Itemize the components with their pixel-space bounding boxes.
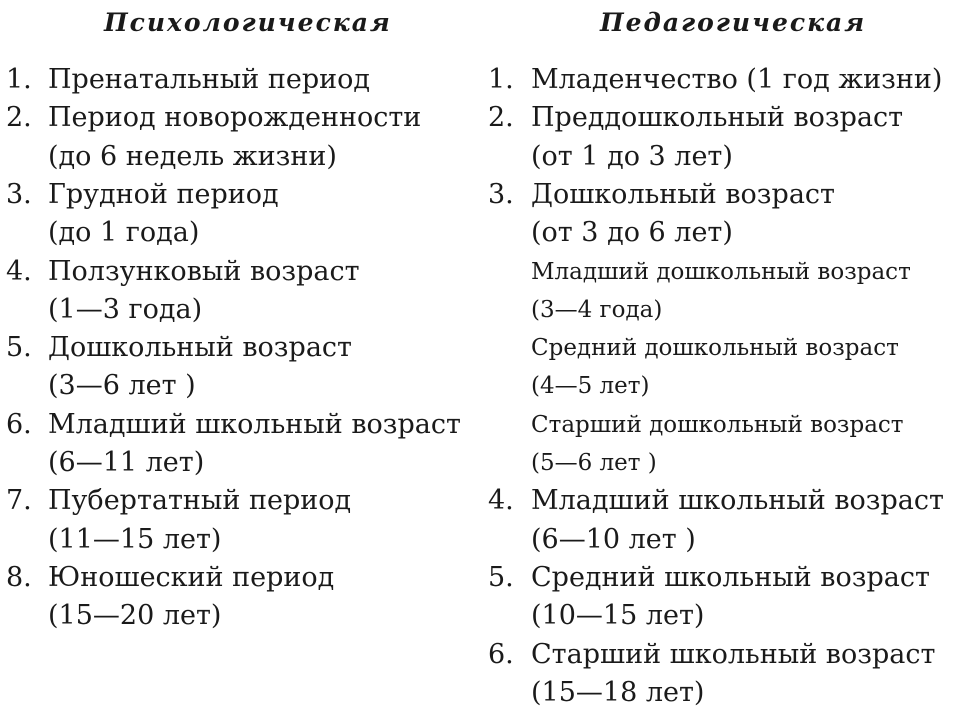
item-number: 3. [6,178,32,210]
item-text: (11—15 лет) [48,523,222,555]
item-text: (от 3 до 6 лет) [531,217,733,249]
item-text: Младший дошкольный возраст [531,258,911,285]
heading-psychological: Психологическая [104,8,392,37]
item-number: 7. [6,485,32,517]
item-text: Средний дошкольный возраст [531,335,899,362]
item-text: (3—4 года) [531,296,663,323]
item-text: Старший дошкольный возраст [531,411,904,438]
heading-pedagogical: Педагогическая [600,8,867,37]
item-text: Дошкольный возраст [531,178,835,210]
item-number: 4. [6,255,32,287]
item-text: Младенчество (1 год жизни) [531,64,943,95]
item-text: Грудной период [48,178,279,210]
item-text: (10—15 лет) [531,600,705,632]
item-number: 1. [6,64,32,95]
item-text: Преддошкольный возраст [531,102,904,134]
item-text: (15—20 лет) [48,600,222,632]
item-text: (5—6 лет ) [531,450,657,476]
item-number: 2. [488,102,514,134]
item-number: 8. [6,561,32,593]
item-text: (15—18 лет) [531,676,705,708]
item-text: Юношеский период [48,561,335,593]
item-text: (6—10 лет ) [531,523,696,555]
item-text: Дошкольный возраст [48,332,352,364]
item-text: (4—5 лет) [531,373,650,400]
item-text: Младший школьный возраст [531,485,944,517]
item-number: 3. [488,178,514,210]
item-text: Пренатальный период [48,64,370,95]
item-text: (от 1 до 3 лет) [531,140,733,172]
item-number: 5. [488,561,514,593]
item-text: Период новорожденности [48,102,422,134]
item-text: (до 1 года) [48,217,200,249]
item-number: 2. [6,102,32,134]
item-text: Пубертатный период [48,485,352,517]
item-text: (6—11 лет) [48,447,205,478]
item-number: 5. [6,332,32,364]
item-number: 1. [488,64,514,95]
item-number: 6. [488,638,514,670]
item-text: (1—3 года) [48,293,203,325]
item-text: Ползунковый возраст [48,255,360,287]
item-text: (3—6 лет ) [48,370,196,402]
item-text: Средний школьный возраст [531,561,930,593]
item-number: 6. [6,408,32,440]
item-text: (до 6 недель жизни) [48,140,337,172]
item-number: 4. [488,485,514,517]
item-text: Младший школьный возраст [48,408,461,440]
item-text: Старший школьный возраст [531,638,936,670]
